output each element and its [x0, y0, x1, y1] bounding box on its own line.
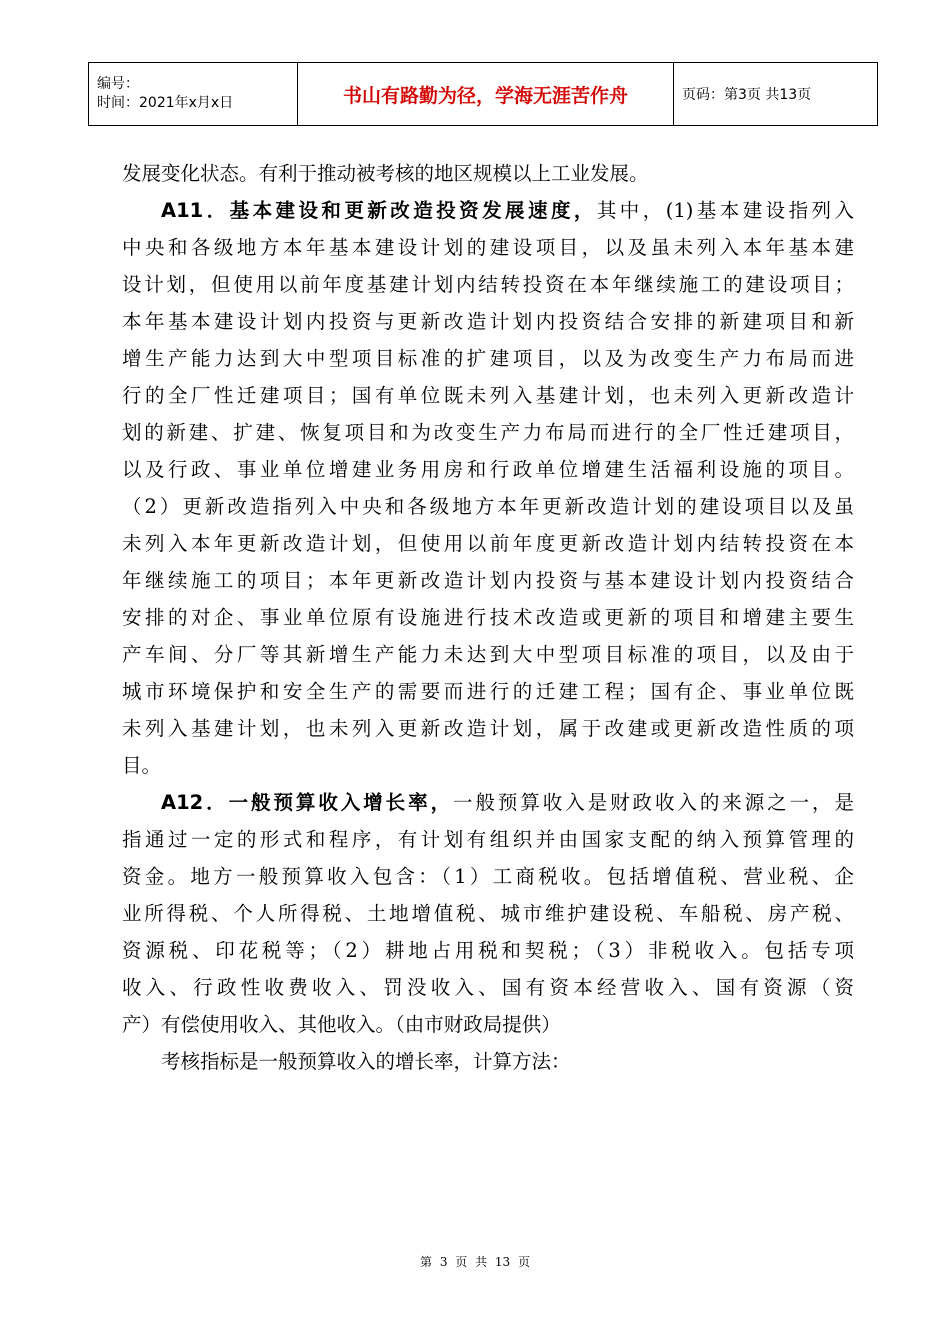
text-line: 设计划，但使用以前年度基建计划内结转投资在本年继续施工的建设项目； — [122, 273, 854, 296]
a12-heading: A12．一般预算收入增长率， — [161, 791, 454, 814]
text-line: 收入、行政性收费收入、罚没收入、国有资本经营收入、国有资源（资 — [122, 976, 854, 999]
paragraph-a11-first-line — [122, 192, 854, 229]
paragraph-a12-first-line — [122, 784, 854, 821]
text-line: 产车间、分厂等其新增生产能力未达到大中型项目标准的项目，以及由于 — [122, 643, 854, 666]
text-line: 划的新建、扩建、恢复项目和为改变生产力布局而进行的全厂性迁建项目， — [122, 421, 854, 444]
text-line: 增生产能力达到大中型项目标准的扩建项目，以及为改变生产力布局而进 — [122, 347, 854, 370]
text-line: 未列入本年更新改造计划，但使用以前年度更新改造计划内结转投资在本 — [122, 532, 854, 555]
header-info-cell — [89, 63, 298, 126]
calculation-intro-line: 考核指标是一般预算收入的增长率，计算方法： — [161, 1050, 571, 1073]
text-run: 其中，(1)基本建设指列入 — [596, 199, 854, 222]
text-line: 指通过一定的形式和程序，有计划有组织并由国家支配的纳入预算管理的 — [122, 828, 854, 851]
header-page-code: 页码：第3页 共13页 — [674, 63, 878, 126]
text-line: 安排的对企、事业单位原有设施进行技术改造或更新的项目和增建主要生 — [122, 606, 854, 629]
text-run: 一般预算收入是财政收入的来源之一，是 — [453, 791, 854, 814]
text-line: 以及行政、事业单位增建业务用房和行政单位增建生活福利设施的项目。 — [122, 458, 854, 481]
text-line: 发展变化状态。有利于推动被考核的地区规模以上工业发展。 — [122, 162, 649, 185]
text-line: 资金。地方一般预算收入包含：（1）工商税收。包括增值税、营业税、企 — [122, 865, 854, 888]
a11-heading: A11．基本建设和更新改造投资发展速度， — [161, 199, 597, 222]
text-line: 目。 — [122, 754, 162, 777]
text-line: 资源税、印花税等；（2）耕地占用税和契税；（3）非税收入。包括专项 — [122, 939, 854, 962]
header-motto: 书山有路勤为径，学海无涯苦作舟 — [298, 63, 674, 126]
document-header — [88, 62, 878, 126]
page-footer: 第 3 页 共 13 页 — [420, 1255, 530, 1269]
text-line: 年继续施工的项目；本年更新改造计划内投资与基本建设计划内投资结合 — [122, 569, 854, 592]
document-number-label: 编号： — [97, 76, 139, 92]
text-line: 行的全厂性迁建项目；国有单位既未列入基建计划，也未列入更新改造计 — [122, 384, 854, 407]
text-line: 城市环境保护和安全生产的需要而进行的迁建工程；国有企、事业单位既 — [122, 680, 854, 703]
text-line: 未列入基建计划，也未列入更新改造计划，属于改建或更新改造性质的项 — [122, 717, 854, 740]
document-body — [122, 155, 854, 1080]
text-line: （2）更新改造指列入中央和各级地方本年更新改造计划的建设项目以及虽 — [122, 495, 854, 518]
text-line: 本年基本建设计划内投资与更新改造计划内投资结合安排的新建项目和新 — [122, 310, 854, 333]
text-line: 中央和各级地方本年基本建设计划的建设项目，以及虽未列入本年基本建 — [122, 236, 854, 259]
text-line: 产）有偿使用收入、其他收入。（由市财政局提供） — [122, 1013, 561, 1036]
text-line: 业所得税、个人所得税、土地增值税、城市维护建设税、车船税、房产税、 — [122, 902, 854, 925]
document-time-label: 时间：2021年x月x日 — [97, 95, 234, 111]
